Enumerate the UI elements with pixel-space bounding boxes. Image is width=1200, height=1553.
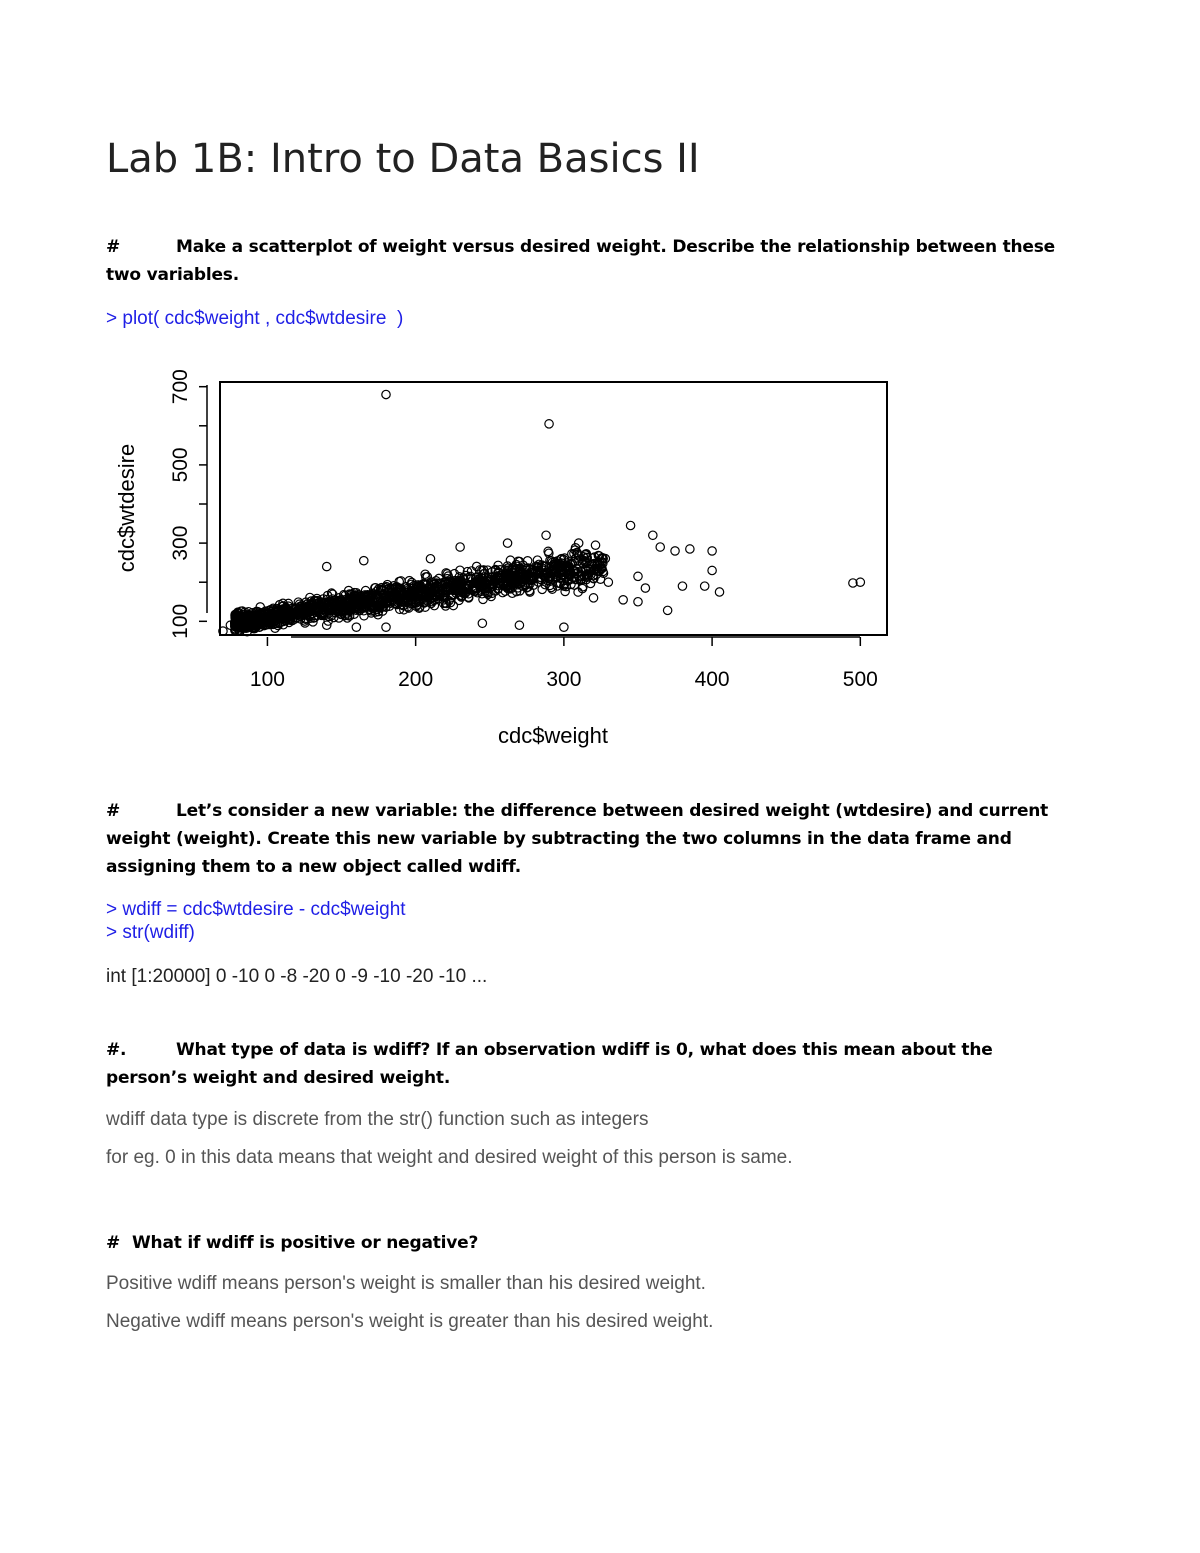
data-point <box>649 531 657 539</box>
data-point <box>545 420 553 428</box>
data-point <box>715 588 723 596</box>
data-point <box>708 566 716 574</box>
data-point <box>360 557 368 565</box>
data-point <box>503 539 511 547</box>
data-point <box>456 543 464 551</box>
data-point <box>678 582 686 590</box>
code-line: > plot( cdc$weight , cdc$wtdesire ) <box>106 308 404 329</box>
data-point <box>626 521 634 529</box>
answer-line: wdiff data type is discrete from the str() function such as integers <box>106 1109 649 1130</box>
y-tick-label: 500 <box>169 447 192 483</box>
code-block-2 <box>106 898 406 944</box>
question-text: Let’s consider a new variable: the difference between desired weight (wtdesire) and current weight (weight). Create this new variable by subtracting the two columns in the data frame and assigning them to a new object called wdiff. <box>106 801 1049 877</box>
console-output: int [1:20000] 0 -10 0 -8 -20 0 -9 -10 -20 -10 ... <box>106 966 488 987</box>
question-1 <box>106 233 1066 289</box>
x-axis-label: cdc$weight <box>497 723 609 748</box>
data-point <box>589 594 597 602</box>
question-text: What type of data is wdiff? If an observation wdiff is 0, what does this mean about the person’s weight and desired weight. <box>106 1040 993 1088</box>
data-point <box>663 606 671 614</box>
answer-line: Negative wdiff means person's weight is greater than his desired weight. <box>106 1311 714 1332</box>
code-line: > str(wdiff) <box>106 922 195 943</box>
question-4 <box>106 1229 1066 1257</box>
x-tick-label: 300 <box>546 668 582 691</box>
answer-line: Positive wdiff means person's weight is smaller than his desired weight. <box>106 1273 706 1294</box>
y-tick-label: 300 <box>169 525 192 561</box>
question-marker: # <box>106 1233 121 1253</box>
scatterplot-chart <box>100 355 900 755</box>
code-block-1 <box>106 307 403 330</box>
question-2 <box>106 797 1081 881</box>
data-point <box>323 562 331 570</box>
y-tick-label: 100 <box>169 603 192 639</box>
data-point <box>700 582 708 590</box>
answer-line: for eg. 0 in this data means that weight and desired weight of this person is same. <box>106 1147 793 1168</box>
data-point <box>352 623 360 631</box>
page-title: Lab 1B: Intro to Data Basics II <box>106 136 700 182</box>
data-point <box>542 531 550 539</box>
data-point <box>686 545 694 553</box>
y-tick-label: 700 <box>169 369 192 405</box>
data-point <box>382 390 390 398</box>
data-point <box>478 619 486 627</box>
data-point <box>604 578 612 586</box>
data-point <box>382 623 390 631</box>
question-text: Make a scatterplot of weight versus desired weight. Describe the relationship between these two variables. <box>106 237 1055 285</box>
data-point <box>656 543 664 551</box>
question-marker: # <box>106 237 121 257</box>
question-marker: # <box>106 801 121 821</box>
x-tick-label: 100 <box>249 668 285 691</box>
data-point <box>619 596 627 604</box>
data-point <box>634 598 642 606</box>
code-line: > wdiff = cdc$wtdesire - cdc$weight <box>106 899 406 920</box>
data-point <box>426 555 434 563</box>
x-tick-label: 400 <box>694 668 730 691</box>
data-point <box>515 621 523 629</box>
y-axis-label: cdc$wtdesire <box>114 443 139 573</box>
data-point <box>591 541 599 549</box>
question-text: What if wdiff is positive or negative? <box>132 1233 479 1253</box>
data-point <box>708 547 716 555</box>
x-tick-label: 200 <box>398 668 434 691</box>
question-3 <box>106 1036 1066 1092</box>
data-point <box>560 623 568 631</box>
data-point <box>634 572 642 580</box>
data-point <box>671 547 679 555</box>
x-tick-label: 500 <box>842 668 878 691</box>
question-marker: #. <box>106 1040 127 1060</box>
data-point <box>641 584 649 592</box>
